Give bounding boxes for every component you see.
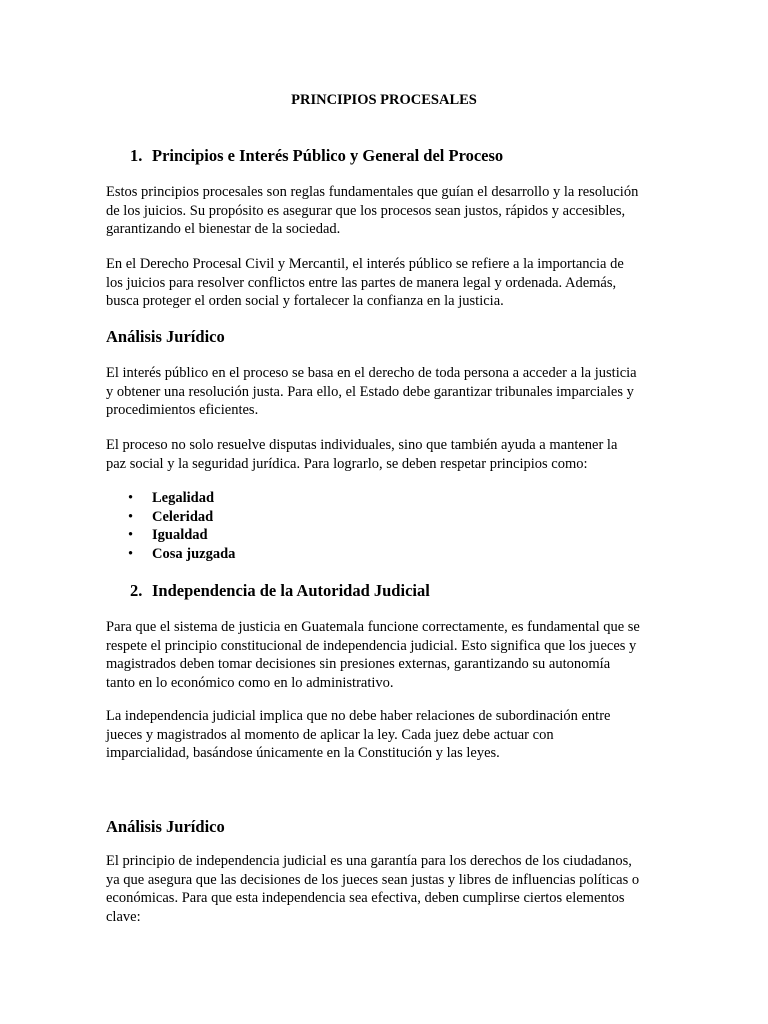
paragraph-line: busca proteger el orden social y fortalecer la confianza en la justicia. (106, 293, 504, 309)
paragraph-line: La independencia judicial implica que no debe haber relaciones de subordinación entre (106, 708, 611, 724)
section-2-number: 2. (130, 581, 143, 600)
principles-bullet-list (128, 489, 235, 563)
section-2-paragraph-1 (106, 618, 666, 692)
list-item-label: Celeridad (152, 508, 214, 525)
bullet-icon: • (128, 527, 134, 543)
section-2-heading (130, 581, 430, 601)
analysis-2-heading: Análisis Jurídico (106, 817, 225, 836)
list-item-label: Legalidad (152, 490, 215, 506)
bullet-icon: • (128, 490, 134, 506)
analysis-1-heading: Análisis Jurídico (106, 327, 225, 346)
list-item-label: Cosa juzgada (152, 545, 236, 562)
paragraph-line: garantizando el bienestar de la sociedad. (106, 221, 341, 237)
paragraph-line: En el Derecho Procesal Civil y Mercantil, el interés público se refiere a la importancia de (106, 256, 624, 272)
list-item-label: Igualdad (152, 527, 208, 543)
paragraph-line: y obtener una resolución justa. Para ello, el Estado debe garantizar tribunales imparciales y (106, 383, 634, 400)
paragraph-line: imparcialidad, basándose únicamente en la Constitución y las leyes. (106, 745, 500, 761)
analysis-1-paragraph-2 (106, 436, 666, 473)
document-title: PRINCIPIOS PROCESALES (291, 92, 477, 108)
paragraph-line: de los juicios. Su propósito es asegurar que los procesos sean justos, rápidos y accesibles, (106, 202, 626, 219)
paragraph-line: tanto en lo económico como en lo administrativo. (106, 674, 394, 691)
paragraph-line: clave: (106, 908, 141, 925)
list-item (128, 489, 235, 508)
paragraph-line: El principio de independencia judicial es una garantía para los derechos de los ciudadanos, (106, 853, 632, 869)
paragraph-line: ya que asegura que las decisiones de los jueces sean justas y libres de influencias políticas o (106, 871, 640, 888)
bullet-icon: • (128, 508, 134, 525)
analysis-2-paragraph-1 (106, 852, 666, 926)
paragraph-line: económicas. Para que esta independencia sea efectiva, deben cumplirse ciertos elementos (106, 890, 625, 906)
paragraph-line: magistrados deben tomar decisiones sin presiones externas, garantizando su autonomía (106, 656, 611, 672)
analysis-1-paragraph-1 (106, 364, 666, 420)
paragraph-line: los juicios para resolver conflictos entre las partes de manera legal y ordenada. Además, (106, 274, 617, 291)
section-2-heading-text: Independencia de la Autoridad Judicial (152, 581, 430, 600)
section-1-number: 1. (130, 146, 143, 165)
list-item (128, 508, 235, 527)
paragraph-line: respete el principio constitucional de independencia judicial. Esto significa que los jueces y (106, 637, 637, 654)
paragraph-line: jueces y magistrados al momento de aplicar la ley. Cada juez debe actuar con (106, 726, 554, 743)
section-1-paragraph-1 (106, 183, 666, 239)
paragraph-line: paz social y la seguridad jurídica. Para lograrlo, se deben respetar principios como: (106, 455, 588, 472)
paragraph-line: procedimientos eficientes. (106, 402, 259, 418)
section-1-heading-text: Principios e Interés Público y General del Proceso (152, 146, 504, 165)
paragraph-line: El interés público en el proceso se basa en el derecho de toda persona a acceder a la justicia (106, 365, 637, 381)
bullet-icon: • (128, 545, 134, 562)
list-item (128, 526, 235, 545)
paragraph-line: El proceso no solo resuelve disputas individuales, sino que también ayuda a mantener la (106, 437, 618, 453)
section-1-paragraph-2 (106, 255, 666, 311)
section-1-heading (130, 146, 503, 166)
list-item (128, 545, 235, 564)
section-2-paragraph-2 (106, 707, 666, 763)
paragraph-line: Para que el sistema de justicia en Guatemala funcione correctamente, es fundamental que se (106, 619, 640, 635)
paragraph-line: Estos principios procesales son reglas fundamentales que guían el desarrollo y la resolución (106, 184, 639, 200)
